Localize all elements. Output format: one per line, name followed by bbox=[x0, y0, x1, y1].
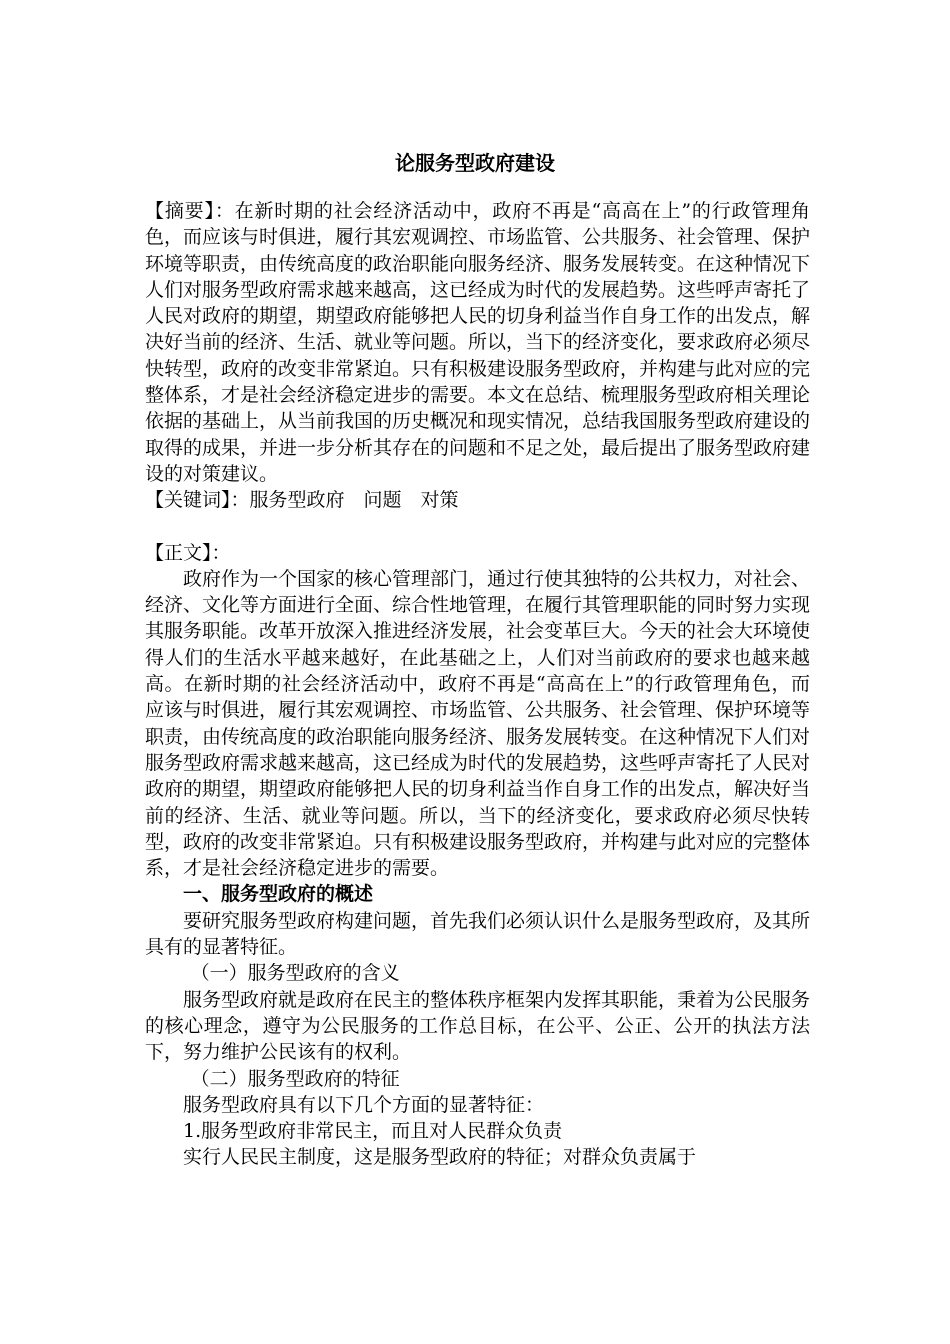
body-label: 【正文】： bbox=[145, 541, 231, 564]
sub1-heading: （一）服务型政府的含义 bbox=[190, 962, 400, 985]
sub1-paragraph: 服务型政府就是政府在民主的整体秩序框架内发挥其职能，秉着为公民服务的核心理念，遵守为公民服务的工作总目标，在公平、公正、公开的执法方法下，努力维护公民该有的权利。 bbox=[145, 988, 811, 1064]
point1-heading: 1.服务型政府非常民主，而且对人民群众负责 bbox=[183, 1120, 563, 1143]
point1-paragraph: 实行人民民主制度，这是服务型政府的特征；对群众负责属于 bbox=[183, 1146, 697, 1169]
keywords-text: ：服务型政府 问题 对策 bbox=[230, 489, 459, 512]
document-title: 论服务型政府建设 bbox=[395, 151, 555, 175]
section1-paragraph: 要研究服务型政府构建问题，首先我们必须认识什么是服务型政府，及其所具有的显著特征。 bbox=[145, 909, 811, 959]
sub2-paragraph: 服务型政府具有以下几个方面的显著特征： bbox=[183, 1093, 545, 1116]
keywords-label: 【关键词】 bbox=[145, 489, 231, 512]
sub2-heading: （二）服务型政府的特征 bbox=[190, 1067, 400, 1090]
section1-heading: 一、服务型政府的概述 bbox=[183, 883, 374, 906]
abstract-label: 【摘要】 bbox=[145, 200, 215, 222]
spacer bbox=[145, 514, 810, 540]
intro-paragraph: 政府作为一个国家的核心管理部门，通过行使其独特的公共权力，对社会、经济、文化等方面进行全面、综合性地管理，在履行其管理职能的同时努力实现其服务职能。改革开放深入推进经济发展，社会变革巨大。今天的社会大环境使得人们的生活水平越来越好，在此基础之上，人们对当前政府的要求也越来越高。在新时期的社会经济活动中，政府不再是“高高在上”的行政管理角色，而应该与时俱进，履行其宏观调控、市场监管、公共服务、社会管理、保护环境等职责，由传统高度的政治职能向服务经济、服务发展转变。在这种情况下人们对服务型政府需求越来越高，这已经成为时代的发展趋势，这些呼声寄托了人民对政府的期望，期望政府能够把人民的切身利益当作自身工作的出发点，解决好当前的经济、生活、就业等问题。所以，当下的经济变化，要求政府必须尽快转型，政府的改变非常紧迫。只有积极建设服务型政府，并构建与此对应的完整体系，才是社会经济稳定进步的需要。 bbox=[145, 567, 811, 880]
abstract-text: ：在新时期的社会经济活动中，政府不再是“高高在上”的行政管理角色，而应该与时俱进，履行其宏观调控、市场监管、公共服务、社会管理、保护环境等职责，由传统高度的政治职能向服务经济、服务发展转变。在这种情况下人们对服务型政府需求越来越高，这已经成为时代的发展趋势。这些呼声寄托了人民对政府的期望，期望政府能够把人民的切身利益当作自身工作的出发点，解决好当前的经济、生活、就业等问题。所以，当下的经济变化，要求政府必须尽快转型，政府的改变非常紧迫。只有积极建设服务型政府，并构建与此对应的完整体系，才是社会经济稳定进步的需要。本文在总结、梳理服务型政府相关理论依据的基础上，从当前我国的历史概况和现实情况，总结我国服务型政府建设的取得的成果，并进一步分析其存在的问题和不足之处，最后提出了服务型政府建设的对策建议。 bbox=[145, 200, 811, 485]
keywords-paragraph bbox=[145, 487, 810, 513]
abstract-paragraph bbox=[145, 198, 810, 487]
document-content bbox=[145, 198, 810, 1171]
